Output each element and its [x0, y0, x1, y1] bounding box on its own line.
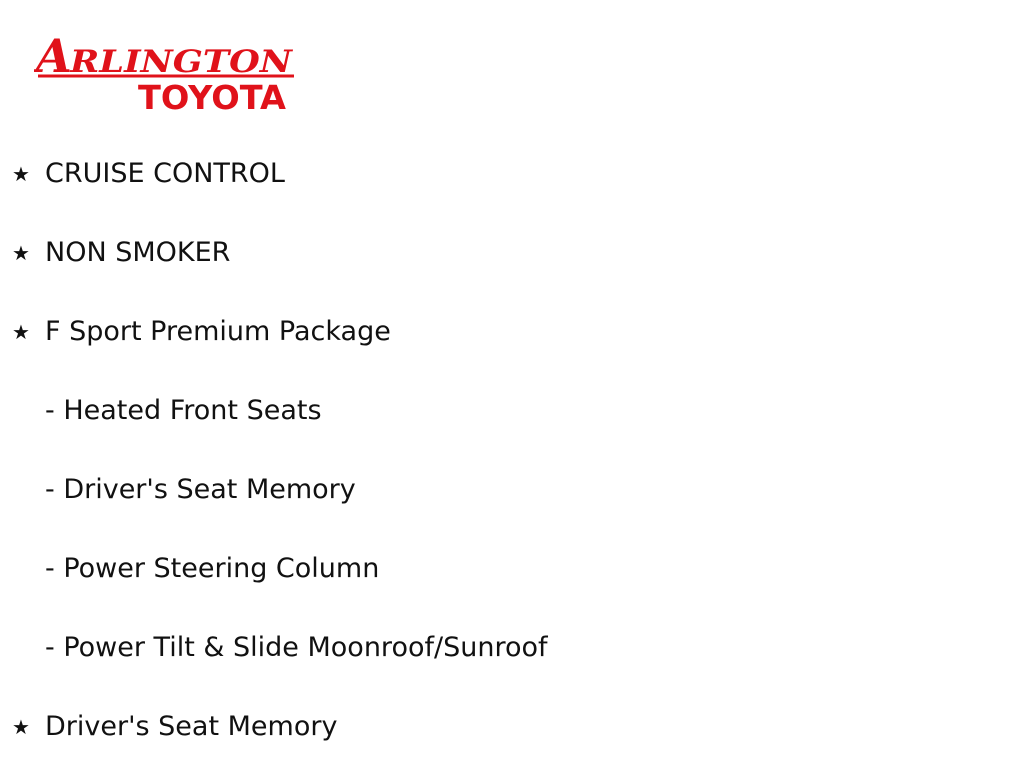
feature-label: - Power Tilt & Slide Moonroof/Sunroof: [45, 632, 548, 663]
star-icon: ★: [12, 241, 30, 265]
feature-subitem: [0, 387, 1024, 466]
feature-label: CRUISE CONTROL: [45, 158, 285, 189]
feature-label: - Power Steering Column: [45, 553, 380, 584]
feature-label: Driver's Seat Memory: [45, 711, 338, 742]
dealer-logo-graphic: [34, 22, 298, 114]
star-icon: ★: [12, 162, 30, 186]
feature-list: [0, 150, 1024, 782]
feature-item: [0, 229, 1024, 308]
star-icon: ★: [12, 715, 30, 739]
logo-line1-rest: RLINGTON: [68, 44, 294, 80]
feature-item: [0, 703, 1024, 782]
feature-item: [0, 308, 1024, 387]
feature-subitem: [0, 466, 1024, 545]
feature-item: [0, 150, 1024, 229]
feature-label: - Heated Front Seats: [45, 395, 322, 426]
dealer-logo[interactable]: [34, 22, 298, 114]
logo-line1-initial: A: [36, 29, 72, 83]
feature-subitem: [0, 624, 1024, 703]
logo-line2: TOYOTA: [138, 78, 287, 114]
feature-label: NON SMOKER: [45, 237, 231, 268]
feature-label: F Sport Premium Package: [45, 316, 391, 347]
feature-label: - Driver's Seat Memory: [45, 474, 356, 505]
star-icon: ★: [12, 320, 30, 344]
feature-subitem: [0, 545, 1024, 624]
